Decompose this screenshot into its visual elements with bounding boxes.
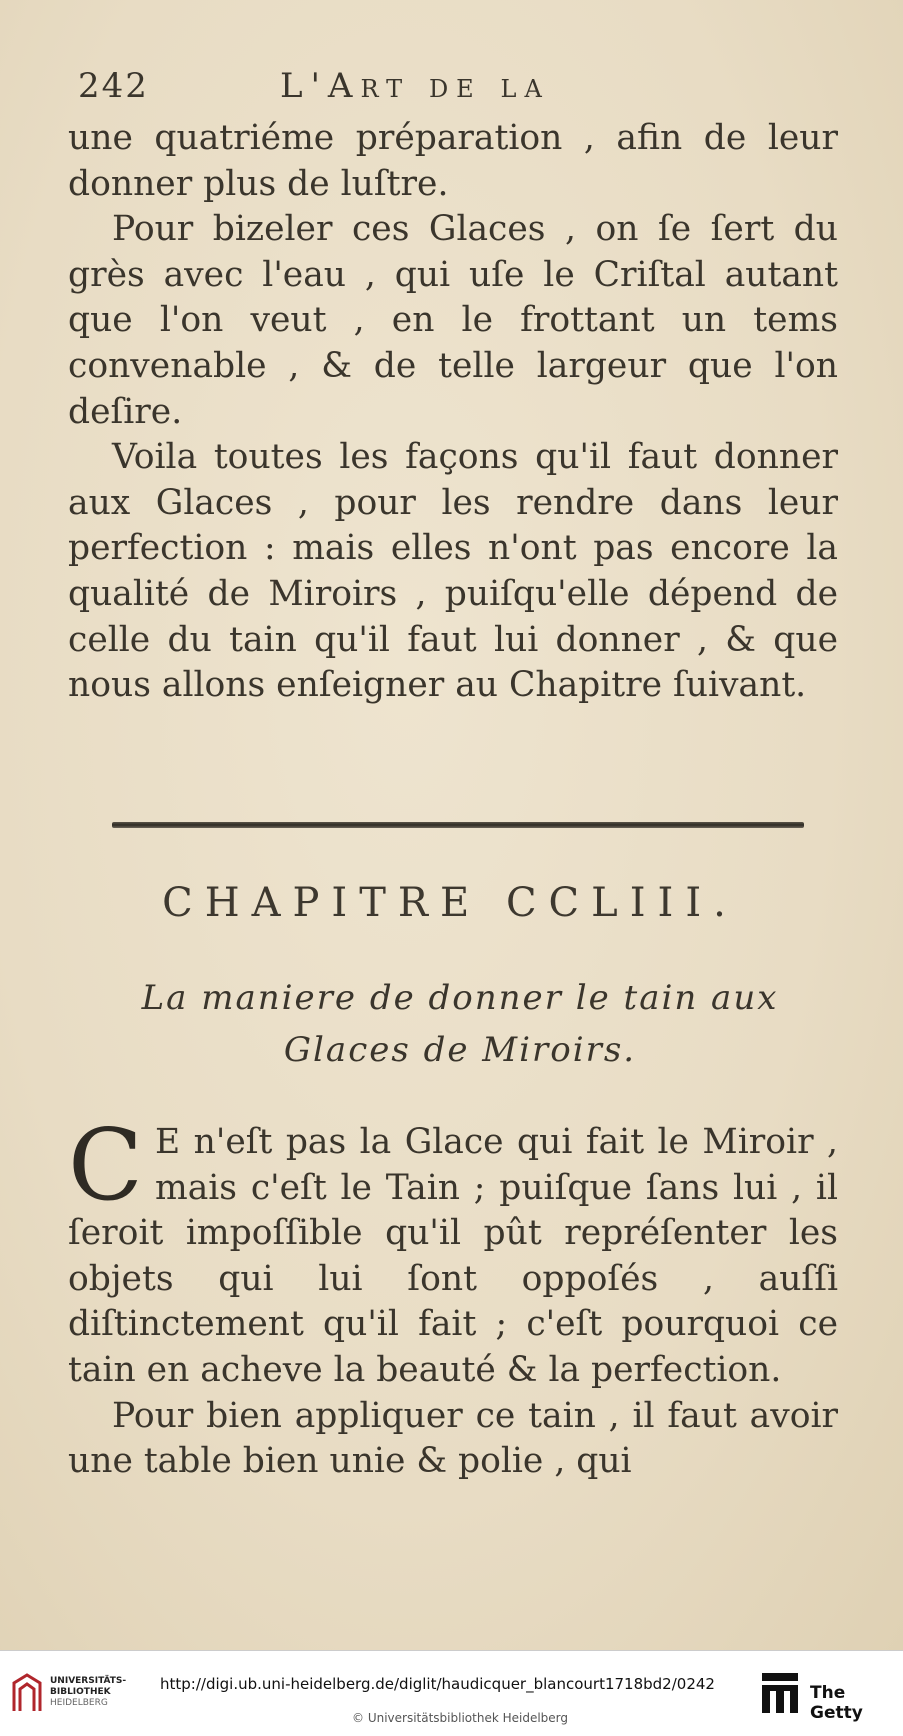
opening-text	[68, 116, 838, 709]
section-divider	[112, 822, 804, 828]
chapter-body	[68, 1109, 838, 1485]
page-number: 242	[78, 66, 149, 106]
institution-city: HEIDELBERG	[50, 1698, 108, 1708]
institution-name	[50, 1676, 126, 1709]
paragraph-1: une quatriéme préparation , afin de leur donner plus de luſtre.	[68, 118, 838, 204]
digitization-footer	[0, 1650, 903, 1736]
university-library-logo-icon	[10, 1673, 44, 1713]
paragraph-4-text: E n'eſt pas la Glace qui fait le Miroir , mais c'eſt le Tain ; puiſque ſans lui , il ſeroit impoſſible qu'il pût repréſenter les objets qui lui ſont oppoſés , auſſi diſtinctement qu'il fait ; c'eſt pourquoi ce tain en acheve la beauté & la perfection.	[68, 1122, 838, 1390]
drop-cap: C	[68, 1109, 143, 1223]
chapter-subtitle: La maniere de donner le tain aux Glaces de Miroirs.	[141, 978, 779, 1070]
partner-name: The Getty	[810, 1683, 863, 1723]
page-header	[70, 66, 830, 116]
getty-logo-icon	[760, 1671, 800, 1717]
institution-line-2: BIBLIOTHEK	[50, 1687, 111, 1697]
paragraph-3: Voila toutes les façons qu'il faut donner aux Glaces , pour les rendre dans leur perfection : mais elles n'ont pas encore la qualité de Miroirs , puiſqu'elle dépend de celle du tain qu'il faut lui donner , & que nous allons enſeigner au Chapitre ſuivant.	[68, 437, 838, 706]
paragraph-2: Pour bizeler ces Glaces , on ſe ſert du grès avec l'eau , qui uſe le Criſtal autant que l'on veut , en le frottant un tems convenable , & de telle largeur que l'on deſire.	[68, 209, 838, 432]
running-title: L'Art de la	[280, 66, 550, 106]
copyright-notice: © Universitätsbibliothek Heidelberg	[352, 1711, 569, 1725]
permalink-url[interactable]: http://digi.ub.uni-heidelberg.de/diglit/haudicquer_blancourt1718bd2/0242	[160, 1675, 715, 1693]
paragraph-4	[68, 1109, 838, 1394]
chapter-title: CHAPITRE CCLIII.	[162, 880, 738, 926]
institution-line-1: UNIVERSITÄTS-	[50, 1676, 127, 1686]
paragraph-5: Pour bien appliquer ce tain , il faut avoir une table bien unie & polie , qui	[68, 1395, 838, 1482]
